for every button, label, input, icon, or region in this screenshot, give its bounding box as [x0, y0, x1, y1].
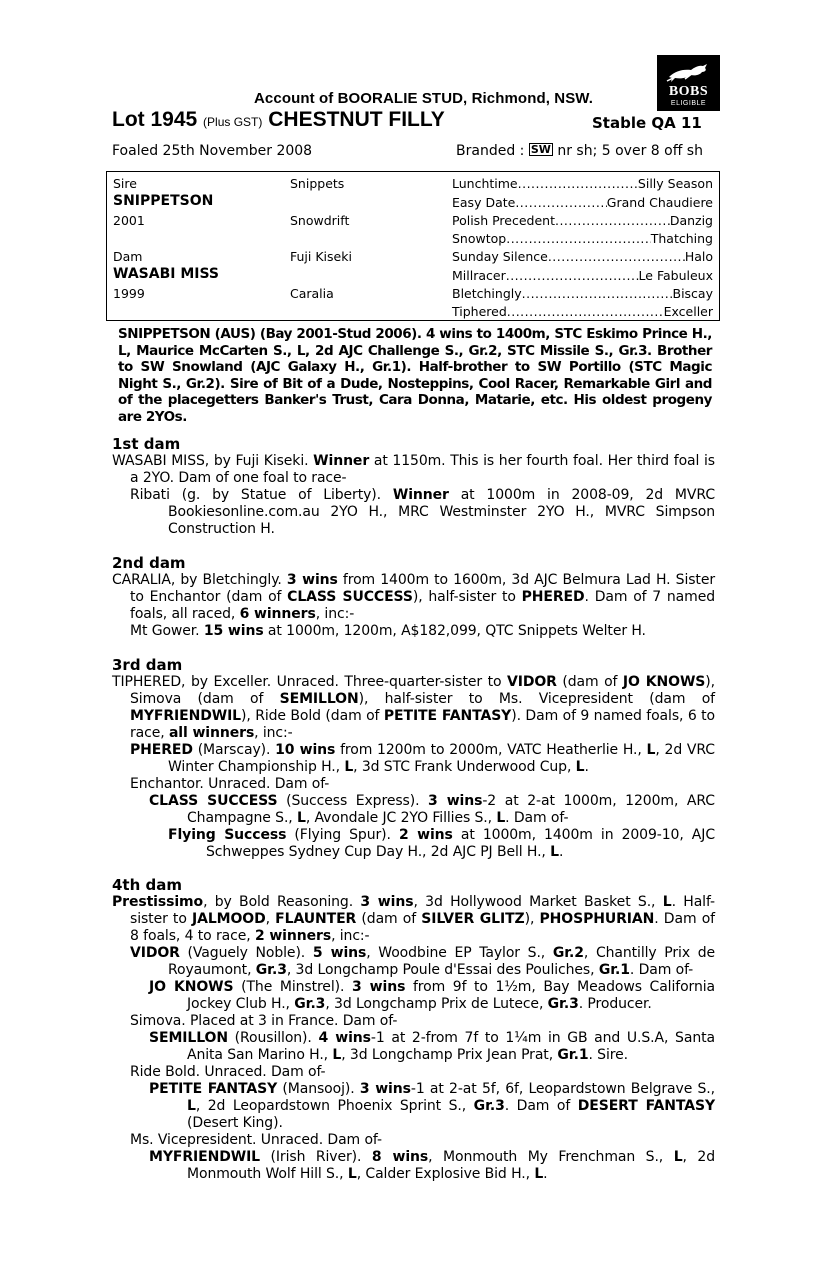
racehorse-icon — [665, 61, 711, 85]
text: (Vaguely Noble). — [179, 945, 313, 961]
text: . — [558, 844, 564, 860]
bold-text: Winner — [392, 487, 449, 503]
bold-text: 3 wins — [351, 979, 406, 995]
bold-text: 5 wins — [312, 945, 367, 961]
brand-mark: SW — [530, 143, 551, 156]
bold-text: L — [673, 1149, 683, 1165]
text: (dam of — [356, 911, 422, 927]
text: (Marscay). — [192, 742, 276, 758]
text: from 1400m to 1600m, 3d AJC Belmura Lad H. Sister to Enchantor (dam of — [130, 572, 715, 605]
text: , 3d STC Frank Underwood Cup, — [353, 759, 576, 775]
gst-note: (Plus GST) — [203, 115, 263, 129]
bold-text: SEMILLON — [149, 1030, 228, 1046]
family-entry — [112, 894, 715, 945]
bold-text: MYFRIENDWIL — [130, 708, 241, 724]
bold-text: 3 wins — [286, 572, 338, 588]
bold-text: JO KNOWS — [622, 674, 706, 690]
ped-row-7: Bletchingly ..... Biscay — [452, 286, 713, 301]
vendor-line: Account of BOORALIE STUD, Richmond, NSW. — [254, 90, 593, 107]
text: (dam of — [556, 674, 623, 690]
dam-name: WASABI MISS — [113, 266, 219, 282]
lot-number: Lot 1945 — [112, 108, 198, 131]
bold-text: L — [550, 844, 559, 860]
text: , 2d Leopardstown Phoenix Sprint S., — [195, 1098, 474, 1114]
bold-text: CLASS SUCCESS — [149, 793, 278, 809]
text: , 3d Hollywood Market Basket S., — [413, 894, 663, 910]
ped-row-4: Snowtop ..... Thatching — [452, 231, 713, 246]
text: Mt Gower. — [130, 623, 204, 639]
family-entry — [112, 827, 715, 861]
family-entry — [112, 453, 715, 487]
stable-number: Stable QA 11 — [592, 114, 702, 132]
bold-text: 3 wins — [359, 1081, 411, 1097]
dam-heading: 1st dam — [112, 435, 181, 453]
bold-text: PHOSPHURIAN — [539, 911, 655, 927]
text: WASABI MISS, by Fuji Kiseki. — [112, 453, 314, 469]
bold-text: CLASS SUCCESS — [287, 589, 413, 605]
text: from 9f to 1½m, Bay Meadows California Jockey Club H., — [187, 979, 716, 1012]
family-entry — [112, 487, 715, 538]
text: ), half-sister to — [412, 589, 522, 605]
text: . — [584, 759, 589, 775]
text: (Desert King). — [187, 1115, 283, 1131]
branded-line — [456, 143, 703, 159]
text: , 3d Longchamp Prix de Lutece, — [325, 996, 548, 1012]
ped-row-1: Lunchtime ..... Silly Season — [452, 176, 713, 191]
text: Simova. Placed at 3 in France. Dam of- — [130, 1013, 398, 1029]
sire-summary: SNIPPETSON (AUS) (Bay 2001-Stud 2006). 4 wins to 1400m, STC Eskimo Prince H., L, Maurice McCarten S., L, 2d AJC Challenge S., Gr.2, STC Missile S., Gr.3. Brother to SW Snowland (AJC Galaxy H., Gr.1). Half-brother to SW Portillo (STC Magic Night S., Gr.2). Sire of Bit of a Dude, Nosteppins, Cool Racer, Remarkable Girl and of the placegetters Banker's Trust, Cara Donna, Matarie, etc. His oldest progeny are 2YOs. — [118, 326, 712, 425]
bold-text: L — [297, 810, 306, 826]
bold-text: PETITE FANTASY — [383, 708, 512, 724]
text: ). Dam of 9 named foals, 6 to race, — [130, 708, 715, 741]
family-entry — [112, 945, 715, 979]
text: at 1000m in 2008-09, 2d MVRC Bookiesonline.com.au 2YO H., MRC Westminster 2YO H., MVRC Simpson Construction H. — [168, 487, 715, 537]
lot-title-line — [112, 108, 445, 132]
text: , by Bold Reasoning. — [203, 894, 361, 910]
bold-text: Gr.3 — [473, 1098, 505, 1114]
text: at 1000m, 1400m in 2009-10, AJC Schweppes Sydney Cup Day H., 2d AJC PJ Bell H., — [206, 827, 715, 860]
bold-text: DESERT FANTASY — [577, 1098, 715, 1114]
text: , inc:- — [331, 928, 370, 944]
text: Enchantor. Unraced. Dam of- — [130, 776, 330, 792]
bold-text: L — [534, 1166, 544, 1182]
bold-text: 2 wins — [398, 827, 453, 843]
bold-text: Gr.3 — [255, 962, 287, 978]
text: at 1000m, 1200m, A$182,099, QTC Snippets Welter H. — [263, 623, 646, 639]
bobs-eligible-logo — [657, 55, 720, 111]
ped-row-3: Polish Precedent ..... Danzig — [452, 213, 713, 228]
bold-text: L — [496, 810, 506, 826]
family-entry — [112, 1149, 715, 1183]
foaled-date: Foaled 25th November 2008 — [112, 143, 313, 159]
bold-text: Gr.1 — [598, 962, 630, 978]
dam-section-1 — [112, 435, 715, 538]
bold-text: Gr.3 — [547, 996, 579, 1012]
family-entry — [112, 742, 715, 776]
bold-text: Flying Success — [168, 827, 287, 843]
text: (The Minstrel). — [233, 979, 352, 995]
dam-section-3 — [112, 656, 715, 861]
text: (Flying Spur). — [286, 827, 399, 843]
bold-text: L — [646, 742, 656, 758]
family-entry — [112, 979, 715, 1013]
ped-row-5: Sunday Silence ..... Halo — [452, 249, 713, 264]
text: ), — [524, 911, 540, 927]
bold-text: L — [344, 759, 354, 775]
sire-year: 2001 — [113, 213, 145, 228]
branded-detail: nr sh; 5 over 8 off sh — [557, 143, 703, 159]
text: . Dam of 7 named foals, all raced, — [130, 589, 715, 622]
dam-heading: 2nd dam — [112, 554, 186, 572]
text: -1 at 2-from 7f to 1¼m in GB and U.S.A, Santa Anita San Marino H., — [187, 1030, 715, 1063]
family-entry — [112, 674, 715, 742]
text: Ribati (g. by Statue of Liberty). — [130, 487, 393, 503]
bold-text: 3 wins — [428, 793, 483, 809]
dam-heading: 4th dam — [112, 876, 182, 894]
family-entry — [112, 623, 715, 640]
text: Ms. Vicepresident. Unraced. Dam of- — [130, 1132, 382, 1148]
bold-text: Gr.2 — [552, 945, 584, 961]
text: . Half-sister to — [130, 894, 715, 927]
text: ), half-sister to Ms. Vicepresident (dam of — [358, 691, 715, 707]
bold-text: L — [575, 759, 585, 775]
family-entry — [112, 793, 715, 827]
text: , Chantilly Prix de Royaumont, — [168, 945, 715, 978]
bold-text: SEMILLON — [279, 691, 359, 707]
bold-text: all winners — [168, 725, 255, 741]
dam-section-4 — [112, 876, 715, 1183]
text: . Dam of — [504, 1098, 578, 1114]
bold-text: L — [187, 1098, 196, 1114]
text: (Irish River). — [260, 1149, 372, 1165]
sire-label: Sire — [113, 176, 137, 191]
dam-label: Dam — [113, 249, 143, 264]
text: -2 at 2-at 1000m, 1200m, ARC Champagne S., — [187, 793, 715, 826]
text: . Producer. — [578, 996, 652, 1012]
dam-heading: 3rd dam — [112, 656, 183, 674]
bold-text: PHERED — [130, 742, 193, 758]
dam-sire: Fuji Kiseki — [290, 249, 352, 264]
text: . — [543, 1166, 548, 1182]
bold-text: FLAUNTER — [275, 911, 357, 927]
text: ), Ride Bold (dam of — [241, 708, 384, 724]
family-entry — [112, 1030, 715, 1064]
text: from 1200m to 2000m, VATC Heatherlie H., — [335, 742, 647, 758]
family-entry — [112, 1132, 715, 1149]
bold-text: Gr.1 — [557, 1047, 589, 1063]
bold-text: Gr.3 — [294, 996, 326, 1012]
text: -1 at 2-at 5f, 6f, Leopardstown Belgrave S., — [410, 1081, 715, 1097]
text: , inc:- — [315, 606, 355, 622]
bold-text: MYFRIENDWIL — [149, 1149, 260, 1165]
bold-text: JALMOOD — [191, 911, 266, 927]
bold-text: 6 winners — [239, 606, 316, 622]
bold-text: VIDOR — [506, 674, 557, 690]
bold-text: SILVER GLITZ — [421, 911, 525, 927]
bold-text: VIDOR — [130, 945, 180, 961]
text: , 2d Monmouth Wolf Hill S., — [187, 1149, 715, 1182]
logo-subtext: ELIGIBLE — [670, 100, 707, 107]
text: Ride Bold. Unraced. Dam of- — [130, 1064, 326, 1080]
family-entry — [112, 1081, 715, 1132]
text: . Dam of- — [505, 810, 569, 826]
bold-text: PETITE FANTASY — [149, 1081, 278, 1097]
bold-text: 8 wins — [371, 1149, 429, 1165]
branded-label: Branded : — [456, 143, 525, 159]
pedigree-table — [106, 171, 720, 321]
bold-text: Winner — [313, 453, 370, 469]
bold-text: 4 wins — [318, 1030, 371, 1046]
bold-text: JO KNOWS — [149, 979, 234, 995]
text: at 1150m. This is her fourth foal. Her third foal is a 2YO. Dam of one foal to race- — [130, 453, 715, 486]
sire-dam: Snowdrift — [290, 213, 350, 228]
text: , 3d Longchamp Poule d'Essai des Pouliches, — [286, 962, 599, 978]
lot-description: CHESTNUT FILLY — [268, 108, 445, 131]
sire-sire: Snippets — [290, 176, 345, 191]
family-entry — [112, 572, 715, 623]
dam-section-2 — [112, 554, 715, 640]
bold-text: Prestissimo — [112, 894, 204, 910]
bold-text: L — [662, 894, 672, 910]
bold-text: PHERED — [521, 589, 585, 605]
text: CARALIA, by Bletchingly. — [112, 572, 287, 588]
bold-text: 3 wins — [360, 894, 414, 910]
text: (Rousillon). — [227, 1030, 319, 1046]
dam-year: 1999 — [113, 286, 145, 301]
text: , 2d VRC Winter Championship H., — [168, 742, 715, 775]
bold-text: 2 winners — [254, 928, 332, 944]
text: . Dam of 8 foals, 4 to race, — [130, 911, 715, 944]
text: (Success Express). — [277, 793, 429, 809]
logo-text: BOBS — [668, 84, 709, 99]
ped-row-6: Millracer ..... Le Fabuleux — [452, 268, 713, 283]
text: ), Simova (dam of — [130, 674, 715, 707]
family-entry — [112, 1013, 715, 1030]
text: , inc:- — [254, 725, 293, 741]
text: , — [265, 911, 276, 927]
bold-text: L — [332, 1047, 342, 1063]
sire-name: SNIPPETSON — [113, 193, 214, 209]
family-entry — [112, 1064, 715, 1081]
text: , Monmouth My Frenchman S., — [428, 1149, 674, 1165]
ped-row-2: Easy Date ..... Grand Chaudiere — [452, 195, 713, 210]
text: , 3d Longchamp Prix Jean Prat, — [341, 1047, 558, 1063]
text: (Mansooj). — [277, 1081, 360, 1097]
family-entry — [112, 776, 715, 793]
bold-text: L — [347, 1166, 357, 1182]
text: . Sire. — [588, 1047, 628, 1063]
bold-text: 10 wins — [275, 742, 336, 758]
dam-dam: Caralia — [290, 286, 334, 301]
text: , Calder Explosive Bid H., — [356, 1166, 535, 1182]
text: , Avondale JC 2YO Fillies S., — [305, 810, 497, 826]
ped-row-8: Tiphered ..... Exceller — [452, 304, 713, 319]
text: TIPHERED, by Exceller. Unraced. Three-quarter-sister to — [112, 674, 507, 690]
text: . Dam of- — [629, 962, 694, 978]
text: , Woodbine EP Taylor S., — [366, 945, 553, 961]
bold-text: 15 wins — [203, 623, 264, 639]
